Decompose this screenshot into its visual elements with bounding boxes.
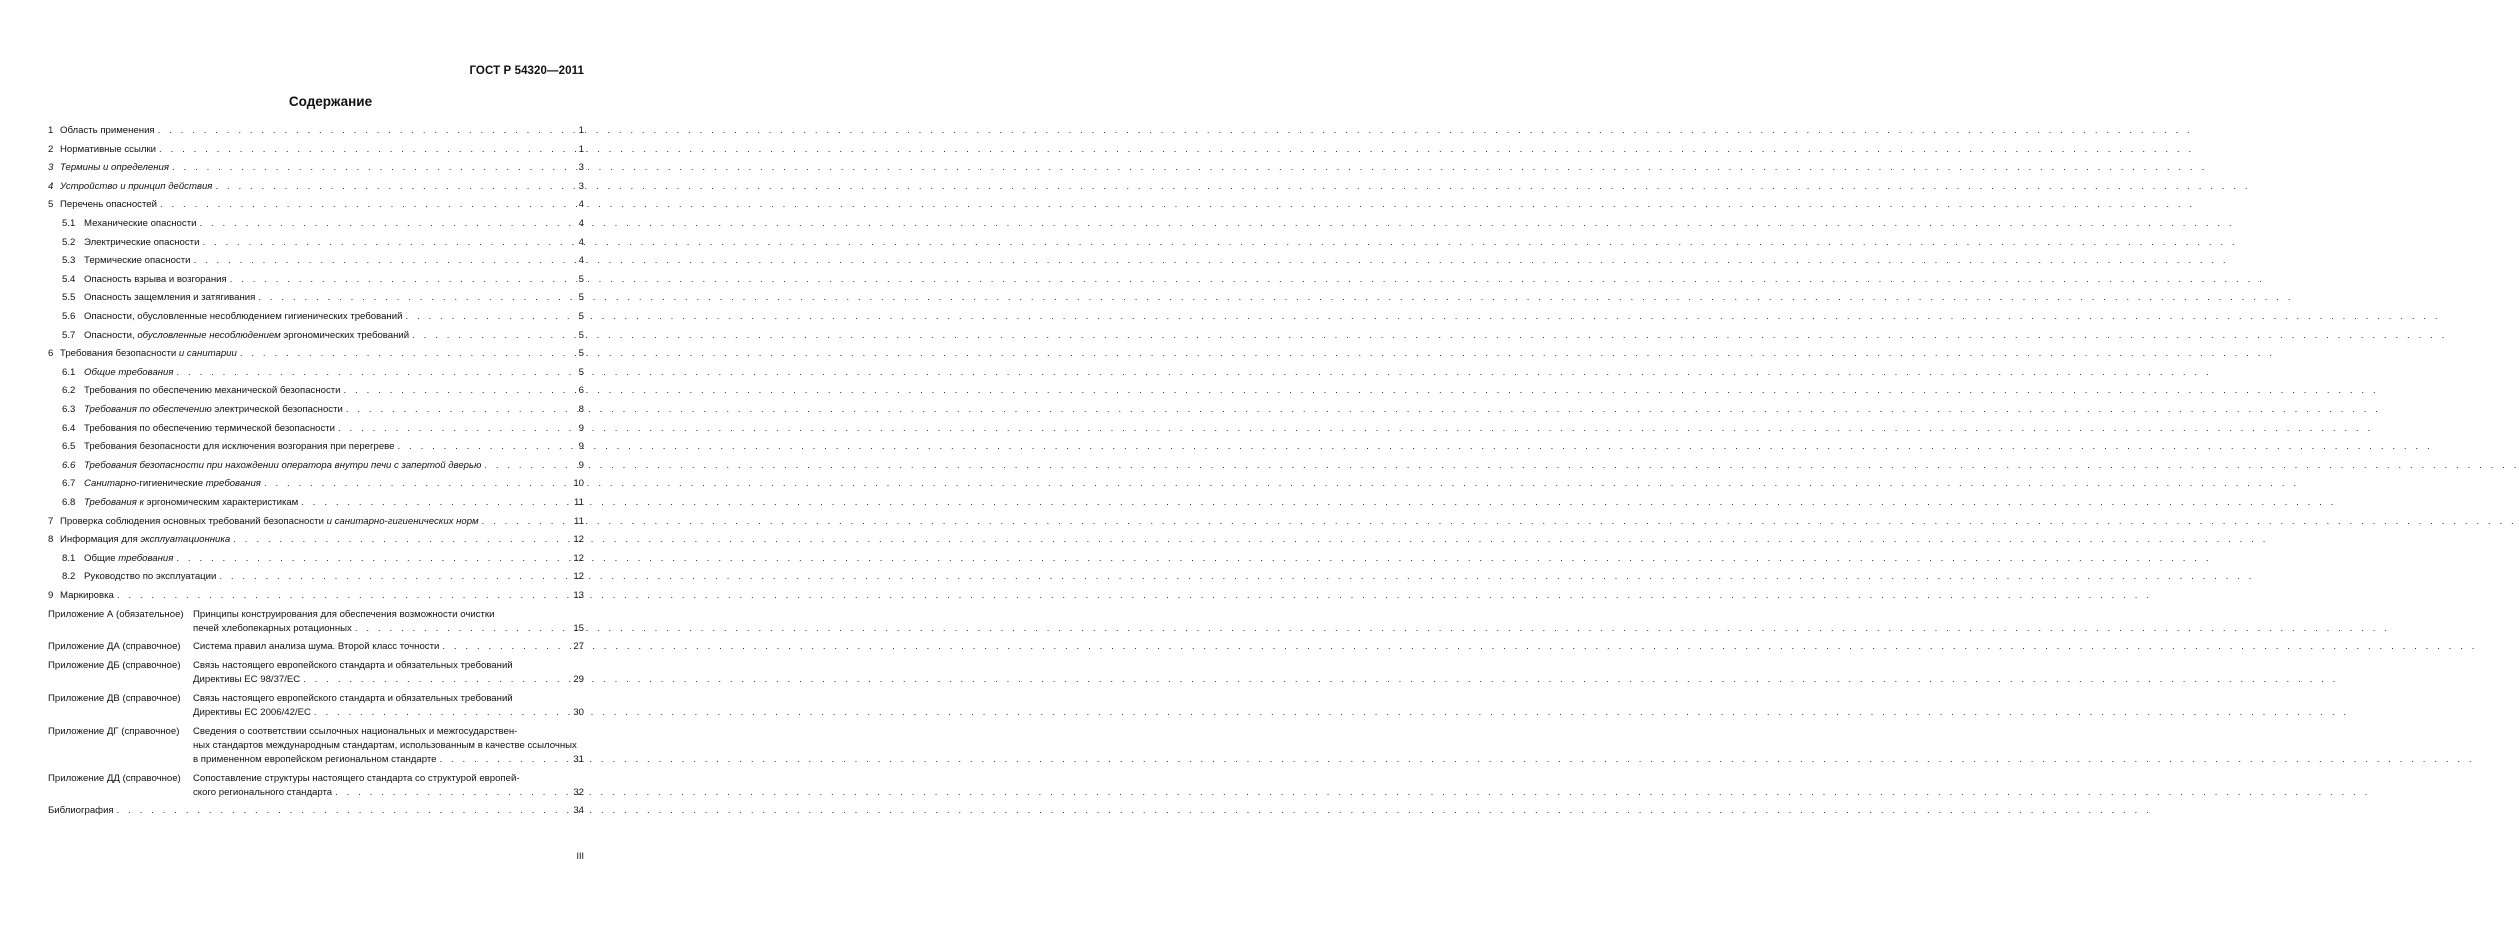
toc-entry-title — [84, 478, 261, 489]
dot-leader — [202, 237, 575, 248]
toc-entry-title — [60, 348, 237, 359]
toc-entry-title-part: эргономическим характеристикам — [144, 497, 299, 508]
appendix-page: 32 — [573, 786, 584, 798]
toc-entry[interactable] — [48, 144, 584, 155]
toc-entry-number: 4 — [48, 180, 54, 192]
appendix-label: Приложение А (обязательное) — [48, 608, 184, 620]
appendix-page: 15 — [573, 622, 584, 634]
appendix-title-line: Принципы конструирования для обеспечения возможности очистки — [193, 608, 495, 620]
document-code: ГОСТ Р 54320—2011 — [469, 65, 584, 77]
toc-entry-title-part: требования — [118, 552, 174, 564]
toc-entry-number: 6.4 — [62, 422, 76, 434]
dot-leader — [230, 274, 576, 285]
toc-entry-number: 8.2 — [62, 571, 76, 583]
toc-entry[interactable] — [48, 478, 584, 489]
toc-entry-title — [84, 460, 481, 471]
toc-entry-number: 6.8 — [62, 497, 76, 508]
toc-entry-number: 6.5 — [62, 441, 76, 453]
toc-entry-title — [84, 311, 402, 322]
toc-entry-page: 4 — [578, 199, 584, 211]
appendix-title-line: Сведения о соответствии ссылочных национальных и межгосударствен- — [193, 725, 518, 737]
toc-entry[interactable] — [48, 404, 584, 415]
dot-leader — [233, 534, 570, 545]
toc-entry-page: 1 — [578, 143, 584, 155]
appendix-entry[interactable] — [48, 726, 584, 737]
appendix-label: Приложение ДГ (справочное) — [48, 725, 180, 737]
bibliography-page: 34 — [573, 805, 584, 817]
dot-leader — [301, 497, 571, 508]
toc-entry-page: 5 — [578, 292, 584, 304]
toc-entry-number: 5 — [48, 199, 54, 211]
appendix-title-line: Сопоставление структуры настоящего стандарта со структурой европей- — [193, 772, 520, 784]
toc-entry[interactable] — [48, 330, 584, 341]
toc-entry-title-part: Нормативные ссылки — [60, 143, 157, 155]
toc-entry-page: 4 — [578, 236, 584, 248]
toc-entry-title — [84, 330, 409, 341]
dot-leader — [264, 478, 570, 489]
toc-entry[interactable] — [48, 441, 584, 452]
toc-entry-title-part: Перечень опасностей — [60, 199, 157, 211]
toc-entry-title-part: Термические опасности — [84, 255, 191, 267]
toc-entry-page: 4 — [578, 255, 584, 267]
appendix-title-line: Директивы ЕС 98/37/ЕС — [193, 674, 301, 686]
toc-entry[interactable] — [48, 162, 584, 173]
page-title: Содержание — [288, 94, 373, 109]
appendix-title-line: Связь настоящего европейского стандарта и обязательных требований — [193, 692, 513, 704]
appendix-continuation — [48, 674, 584, 685]
dot-leader — [176, 553, 570, 564]
appendix-entry[interactable] — [48, 660, 584, 671]
toc-entry-title-part: и санитарно-гигиенических норм — [326, 515, 479, 527]
dot-leader — [338, 423, 576, 434]
toc-entry-title — [60, 534, 230, 545]
appendix-label: Приложение ДВ (справочное) — [48, 692, 181, 704]
toc-entry[interactable] — [48, 218, 584, 229]
toc-entry-title-part: Опасность защемления и затягивания — [84, 292, 256, 304]
appendix-title-line: ных стандартов международным стандартам, использованным в качестве ссылочных — [193, 739, 577, 751]
appendix-continuation — [48, 787, 584, 798]
toc-entry-page: 1 — [578, 125, 584, 136]
toc-entry-page: 11 — [574, 497, 584, 508]
toc-entry-page: 3 — [578, 162, 584, 174]
toc-entry-number: 5.5 — [62, 292, 76, 304]
appendix-entry[interactable] — [48, 609, 584, 620]
toc-entry[interactable] — [48, 125, 584, 136]
appendix-title-line: Связь настоящего европейского стандарта и обязательных требований — [193, 660, 513, 671]
toc-entry-number: 5.3 — [62, 255, 76, 267]
toc-entry-number: 6.6 — [62, 459, 76, 471]
toc-entry[interactable] — [48, 348, 584, 359]
toc-entry[interactable] — [48, 255, 584, 266]
toc-entry-number: 5.7 — [62, 329, 76, 341]
dot-leader — [159, 144, 576, 155]
toc-entry-number: 7 — [48, 515, 54, 527]
toc-entry-title-part: Требования по обеспечению — [84, 404, 212, 415]
dot-leader — [484, 460, 575, 471]
toc-entry[interactable] — [48, 553, 584, 564]
toc-entry-title-part: Требования по обеспечению механической безопасности — [84, 385, 341, 397]
appendix-continuation — [48, 707, 584, 718]
toc-entry-number: 2 — [48, 143, 54, 155]
toc-entry[interactable] — [48, 274, 584, 285]
appendix-continuation — [48, 754, 584, 765]
toc-entry-title — [84, 404, 343, 415]
document-page — [0, 0, 661, 936]
toc-entry-title — [60, 125, 155, 136]
dot-leader — [344, 385, 576, 396]
appendix-label: Приложение ДБ (справочное) — [48, 660, 181, 671]
toc-entry-page: 12 — [573, 534, 584, 546]
toc-entry-page: 3 — [578, 180, 584, 192]
toc-entry-title-part: Санитарно — [84, 478, 137, 490]
dot-leader — [412, 330, 576, 341]
dot-leader — [177, 367, 576, 378]
toc-entry-page: 12 — [573, 552, 584, 564]
appendix-title-line: в примененном европейском региональном стандарте — [193, 754, 437, 765]
appendix-continuation — [48, 623, 584, 634]
toc-entry-number: 1 — [48, 125, 54, 136]
dot-leader — [158, 125, 576, 136]
toc-entry-title-part: Опасности, обусловленные несоблюдением гигиенических требований — [84, 311, 403, 322]
dot-leader — [172, 162, 576, 173]
toc-entry-title-part: Требования безопасности для исключения возгорания при перегреве — [84, 441, 395, 453]
toc-entry-title-part: Общие — [84, 552, 119, 564]
dot-leader — [314, 707, 570, 718]
appendix-page: 27 — [573, 641, 584, 653]
dot-leader — [193, 255, 575, 266]
toc-entry-page: 8 — [578, 404, 584, 415]
toc-entry-number: 3 — [48, 162, 54, 174]
toc-entry-number: 5.6 — [62, 311, 76, 322]
page-number: III — [576, 851, 584, 861]
appendix-continuation — [48, 740, 584, 751]
dot-leader — [405, 311, 575, 322]
toc-entry-title — [84, 553, 173, 564]
appendix-entry[interactable] — [48, 773, 584, 784]
dot-leader — [398, 441, 576, 452]
toc-entry-title-part: Опасности, — [84, 329, 138, 341]
toc-entry-title-part: Требования по обеспечению термической безопасности — [84, 422, 336, 434]
toc-entry-page: 5 — [578, 329, 584, 341]
toc-entry[interactable] — [48, 423, 584, 434]
dot-leader — [199, 218, 575, 229]
toc-entry-title — [84, 571, 216, 582]
toc-entry-title-part: Термины и определения — [60, 162, 170, 174]
toc-entry-title-part: эргономических требований — [280, 329, 410, 341]
toc-entry-title — [84, 441, 395, 452]
toc-entry-title-part: Требования к — [84, 497, 145, 508]
toc-entry-title-part: Маркировка — [60, 590, 114, 601]
toc-entry-page: 5 — [578, 366, 584, 378]
toc-entry-page: 13 — [573, 590, 584, 601]
toc-entry[interactable] — [48, 516, 584, 527]
toc-entry[interactable] — [48, 311, 584, 322]
toc-entry-title — [84, 274, 227, 285]
toc-entry[interactable] — [48, 385, 584, 396]
toc-entry[interactable] — [48, 590, 584, 601]
dot-leader — [335, 787, 570, 798]
appendix-title-line: Система правил анализа шума. Второй класс точности — [193, 641, 440, 653]
toc-entry-title — [84, 497, 298, 508]
toc-entry-title-part: и санитарии — [178, 348, 237, 360]
toc-entry-page: 11 — [574, 515, 584, 527]
appendix-title-line: печей хлебопекарных ротационных — [193, 622, 352, 634]
toc-entry-title — [84, 367, 174, 378]
dot-leader — [219, 571, 570, 582]
toc-entry-title-part: требования — [205, 478, 261, 490]
toc-entry[interactable] — [48, 460, 584, 471]
toc-entry-number: 5.2 — [62, 236, 76, 248]
toc-entry-title-part: Общие требования — [84, 366, 174, 378]
appendix-title-line: Директивы ЕС 2006/42/ЕС — [193, 707, 311, 718]
toc-entry-page: 6 — [578, 385, 584, 397]
toc-entry-page: 5 — [578, 273, 584, 285]
toc-entry-page: 9 — [578, 441, 584, 453]
toc-entry-number: 6 — [48, 348, 54, 360]
toc-entry[interactable] — [48, 181, 584, 192]
dot-leader — [160, 199, 576, 210]
toc-entry-number: 9 — [48, 590, 54, 601]
toc-entry-number: 5.1 — [62, 218, 76, 229]
toc-entry-title — [84, 237, 199, 248]
toc-entry-title-part: Требования безопасности — [60, 348, 179, 360]
toc-entry-title — [60, 162, 169, 173]
toc-entry-page: 4 — [578, 218, 584, 229]
appendix-title-line: ского регионального стандарта — [193, 786, 333, 798]
toc-entry[interactable] — [48, 534, 584, 545]
toc-entry-page: 10 — [573, 478, 584, 490]
toc-entry-title — [60, 516, 479, 527]
toc-entry-title — [60, 199, 157, 210]
toc-entry-title-part: -гигиенические — [136, 478, 206, 490]
toc-entry-number: 8 — [48, 534, 54, 546]
bibliography-entry[interactable] — [48, 805, 584, 816]
appendix-label: Приложение ДА (справочное) — [48, 641, 181, 653]
toc-entry-number: 6.7 — [62, 478, 76, 490]
dot-leader — [303, 674, 570, 685]
toc-entry[interactable] — [48, 237, 584, 248]
appendix-page: 31 — [573, 754, 584, 765]
dot-leader — [482, 516, 571, 527]
appendix-page: 30 — [573, 707, 584, 718]
toc-entry-number: 5.4 — [62, 273, 76, 285]
dot-leader — [117, 805, 571, 816]
toc-entry-page: 5 — [578, 348, 584, 360]
toc-entry-title-part: Проверка соблюдения основных требований безопасности — [60, 515, 327, 527]
appendix-page: 29 — [573, 674, 584, 686]
toc-entry-title-part: Устройство и принцип действия — [60, 180, 213, 192]
dot-leader — [355, 623, 570, 634]
dot-leader — [346, 404, 576, 415]
toc-entry-title-part: Область применения — [60, 125, 155, 136]
toc-entry-title — [84, 255, 190, 266]
dot-leader — [117, 590, 570, 601]
dot-leader — [215, 181, 575, 192]
toc-entry-title-part: эксплуатационника — [140, 534, 231, 546]
toc-entry-number: 6.3 — [62, 404, 76, 415]
toc-entry-number: 8.1 — [62, 552, 76, 564]
toc-entry-title-part: электрической безопасности — [211, 404, 343, 415]
dot-leader — [258, 292, 575, 303]
bibliography-label: Библиография — [48, 805, 114, 817]
dot-leader — [440, 754, 571, 765]
toc-entry-title-part: Механические опасности — [84, 218, 197, 229]
toc-entry-title — [60, 181, 212, 192]
appendix-label: Приложение ДД (справочное) — [48, 772, 181, 784]
toc-entry-title-part: Руководство по эксплуатации — [84, 571, 217, 583]
toc-entry-page: 9 — [578, 459, 584, 471]
toc-entry-number: 6.2 — [62, 385, 76, 397]
toc-entry-title — [84, 218, 196, 229]
toc-entry-title — [84, 385, 341, 396]
toc-entry[interactable] — [48, 571, 584, 582]
toc-entry[interactable] — [48, 497, 584, 508]
dot-leader — [442, 641, 570, 652]
toc-entry-title — [84, 423, 335, 434]
toc-entry-page: 9 — [578, 422, 584, 434]
toc-entry-page: 5 — [578, 311, 584, 322]
toc-entry-title — [60, 590, 114, 601]
appendix-entry[interactable] — [48, 641, 584, 652]
toc-entry[interactable] — [48, 292, 584, 303]
toc-entry-title — [84, 292, 255, 303]
appendix-entry[interactable] — [48, 693, 584, 704]
toc-entry-title-part: Электрические опасности — [84, 236, 200, 248]
toc-entry-number: 6.1 — [62, 366, 76, 378]
toc-entry-page: 12 — [573, 571, 584, 583]
toc-entry-title-part: Информация для — [60, 534, 141, 546]
toc-entry-title-part: Опасность взрыва и возгорания — [84, 273, 227, 285]
dot-leader — [240, 348, 576, 359]
toc-entry-title-part: обусловленные несоблюдением — [137, 329, 281, 341]
toc-entry[interactable] — [48, 367, 584, 378]
toc-entry-title-part: Требования безопасности при нахождении оператора внутри печи с запертой дверью — [84, 459, 482, 471]
toc-entry[interactable] — [48, 199, 584, 210]
toc-entry-title — [60, 144, 156, 155]
